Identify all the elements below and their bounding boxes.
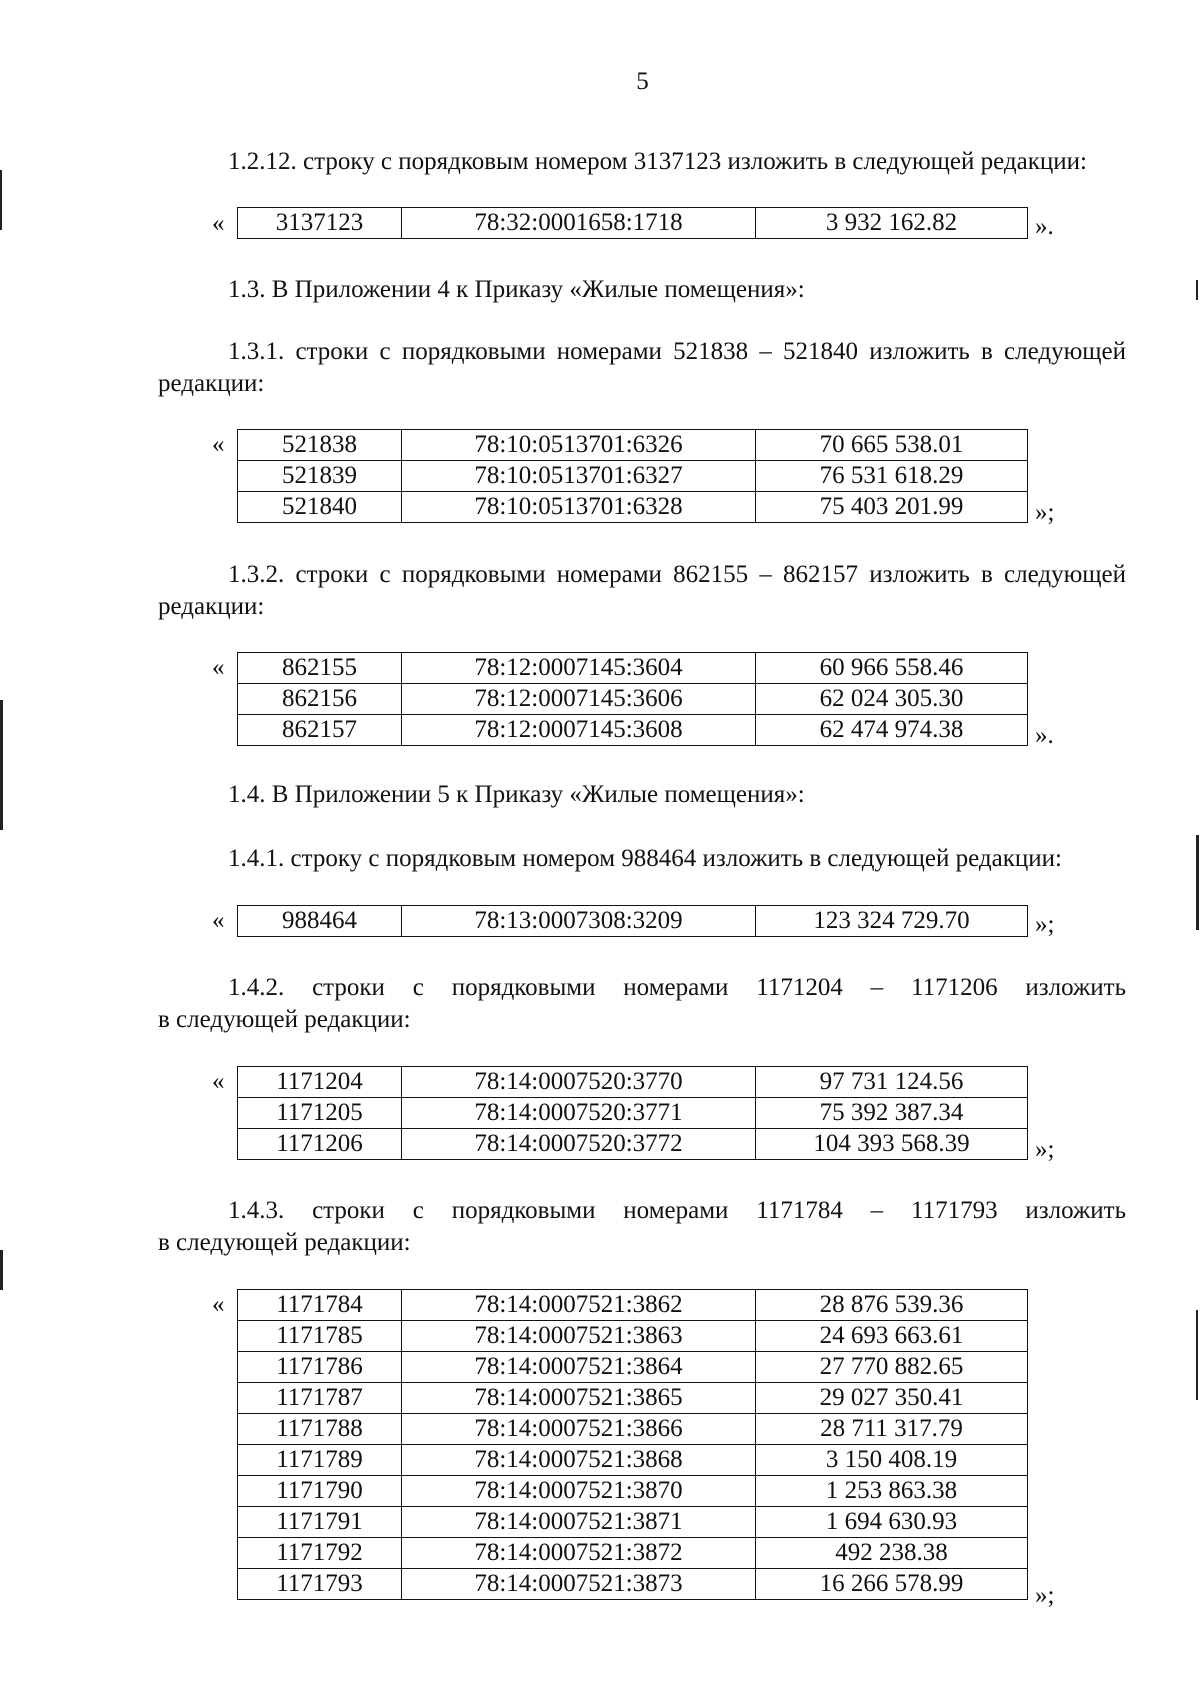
cell-cadastral: 78:14:0007521:3871 bbox=[402, 1507, 756, 1538]
paragraph-1-4-3-cont: в следующей редакции: bbox=[158, 1229, 411, 1256]
cell-cadastral: 78:14:0007521:3873 bbox=[402, 1569, 756, 1600]
table-row bbox=[238, 1538, 1028, 1569]
cell-number: 1171789 bbox=[238, 1445, 402, 1476]
cell-value: 76 531 618.29 bbox=[756, 461, 1028, 492]
close-quote: »; bbox=[1035, 1582, 1055, 1609]
table-1-4-2 bbox=[237, 1066, 1028, 1160]
cell-value: 1 253 863.38 bbox=[756, 1476, 1028, 1507]
paragraph-1-3-2-cont: редакции: bbox=[158, 593, 265, 620]
table-row bbox=[238, 430, 1028, 461]
table-row bbox=[238, 1507, 1028, 1538]
open-quote: « bbox=[212, 1068, 225, 1095]
scan-edge-mark bbox=[1196, 1310, 1198, 1400]
scan-edge-mark bbox=[0, 700, 3, 830]
cell-number: 1171788 bbox=[238, 1414, 402, 1445]
cell-cadastral: 78:14:0007520:3770 bbox=[402, 1067, 756, 1098]
cell-value: 1 694 630.93 bbox=[756, 1507, 1028, 1538]
table-row bbox=[238, 1067, 1028, 1098]
table-1-4-1 bbox=[237, 905, 1028, 937]
table-row bbox=[238, 208, 1028, 239]
cell-number: 862157 bbox=[238, 715, 402, 746]
table-row bbox=[238, 1290, 1028, 1321]
cell-cadastral: 78:14:0007521:3872 bbox=[402, 1538, 756, 1569]
cell-number: 862156 bbox=[238, 684, 402, 715]
table-row bbox=[238, 1383, 1028, 1414]
cell-cadastral: 78:10:0513701:6328 bbox=[402, 492, 756, 523]
page-number: 5 bbox=[636, 68, 649, 95]
cell-cadastral: 78:10:0513701:6327 bbox=[402, 461, 756, 492]
cell-cadastral: 78:14:0007521:3864 bbox=[402, 1352, 756, 1383]
cell-number: 1171787 bbox=[238, 1383, 402, 1414]
cell-value: 28 876 539.36 bbox=[756, 1290, 1028, 1321]
paragraph-1-3-2: 1.3.2. строки с порядковыми номерами 862155 – 862157 изложить в следующей bbox=[228, 561, 1126, 588]
table-1-2-12 bbox=[237, 207, 1028, 239]
cell-number: 1171204 bbox=[238, 1067, 402, 1098]
cell-number: 1171792 bbox=[238, 1538, 402, 1569]
table-row bbox=[238, 492, 1028, 523]
cell-cadastral: 78:13:0007308:3209 bbox=[402, 906, 756, 937]
paragraph-1-4-2: 1.4.2. строки с порядковыми номерами 1171204 – 1171206 изложить bbox=[228, 974, 1126, 1001]
cell-number: 1171786 bbox=[238, 1352, 402, 1383]
table-row bbox=[238, 1352, 1028, 1383]
cell-number: 1171205 bbox=[238, 1098, 402, 1129]
open-quote: « bbox=[212, 907, 225, 934]
cell-cadastral: 78:12:0007145:3604 bbox=[402, 653, 756, 684]
close-quote: »; bbox=[1035, 499, 1055, 526]
cell-cadastral: 78:14:0007521:3868 bbox=[402, 1445, 756, 1476]
paragraph-1-3-1: 1.3.1. строки с порядковыми номерами 521838 – 521840 изложить в следующей bbox=[228, 338, 1126, 365]
cell-value: 16 266 578.99 bbox=[756, 1569, 1028, 1600]
table-1-4-3 bbox=[237, 1289, 1028, 1600]
table-row bbox=[238, 461, 1028, 492]
cell-value: 60 966 558.46 bbox=[756, 653, 1028, 684]
cell-value: 62 474 974.38 bbox=[756, 715, 1028, 746]
table-row bbox=[238, 715, 1028, 746]
close-quote: ». bbox=[1035, 722, 1054, 749]
cell-value: 24 693 663.61 bbox=[756, 1321, 1028, 1352]
cell-cadastral: 78:14:0007521:3870 bbox=[402, 1476, 756, 1507]
cell-number: 521838 bbox=[238, 430, 402, 461]
cell-value: 29 027 350.41 bbox=[756, 1383, 1028, 1414]
scan-edge-mark bbox=[1196, 835, 1199, 930]
close-quote: »; bbox=[1035, 1136, 1055, 1163]
cell-number: 1171206 bbox=[238, 1129, 402, 1160]
table-row bbox=[238, 1445, 1028, 1476]
cell-value: 492 238.38 bbox=[756, 1538, 1028, 1569]
open-quote: « bbox=[212, 1291, 225, 1318]
cell-number: 1171793 bbox=[238, 1569, 402, 1600]
cell-value: 27 770 882.65 bbox=[756, 1352, 1028, 1383]
open-quote: « bbox=[212, 654, 225, 681]
cell-number: 3137123 bbox=[238, 208, 402, 239]
table-1-3-1 bbox=[237, 429, 1028, 523]
table-row bbox=[238, 1414, 1028, 1445]
table-row bbox=[238, 653, 1028, 684]
table-row bbox=[238, 1321, 1028, 1352]
cell-value: 123 324 729.70 bbox=[756, 906, 1028, 937]
open-quote: « bbox=[212, 431, 225, 458]
cell-value: 62 024 305.30 bbox=[756, 684, 1028, 715]
cell-value: 75 392 387.34 bbox=[756, 1098, 1028, 1129]
close-quote: »; bbox=[1035, 911, 1055, 938]
cell-value: 28 711 317.79 bbox=[756, 1414, 1028, 1445]
cell-cadastral: 78:14:0007521:3862 bbox=[402, 1290, 756, 1321]
table-row bbox=[238, 1098, 1028, 1129]
table-row bbox=[238, 1129, 1028, 1160]
cell-cadastral: 78:14:0007520:3772 bbox=[402, 1129, 756, 1160]
heading-1-3: 1.3. В Приложении 4 к Приказу «Жилые помещения»: bbox=[228, 276, 805, 303]
table-row bbox=[238, 906, 1028, 937]
close-quote: ». bbox=[1035, 213, 1054, 240]
heading-1-4: 1.4. В Приложении 5 к Приказу «Жилые помещения»: bbox=[228, 781, 805, 808]
cell-value: 75 403 201.99 bbox=[756, 492, 1028, 523]
cell-number: 521840 bbox=[238, 492, 402, 523]
cell-number: 988464 bbox=[238, 906, 402, 937]
paragraph-1-3-1-cont: редакции: bbox=[158, 370, 265, 397]
cell-number: 1171784 bbox=[238, 1290, 402, 1321]
scan-edge-mark bbox=[1196, 280, 1198, 300]
cell-cadastral: 78:14:0007520:3771 bbox=[402, 1098, 756, 1129]
table-1-3-2 bbox=[237, 652, 1028, 746]
cell-number: 521839 bbox=[238, 461, 402, 492]
cell-cadastral: 78:12:0007145:3606 bbox=[402, 684, 756, 715]
table-row bbox=[238, 684, 1028, 715]
cell-cadastral: 78:32:0001658:1718 bbox=[402, 208, 756, 239]
paragraph-1-4-1: 1.4.1. строку с порядковым номером 988464 изложить в следующей редакции: bbox=[228, 845, 1062, 872]
cell-value: 70 665 538.01 bbox=[756, 430, 1028, 461]
cell-value: 97 731 124.56 bbox=[756, 1067, 1028, 1098]
cell-value: 3 150 408.19 bbox=[756, 1445, 1028, 1476]
cell-value: 104 393 568.39 bbox=[756, 1129, 1028, 1160]
cell-value: 3 932 162.82 bbox=[756, 208, 1028, 239]
paragraph-1-2-12: 1.2.12. строку с порядковым номером 3137123 изложить в следующей редакции: bbox=[228, 148, 1087, 175]
cell-number: 1171791 bbox=[238, 1507, 402, 1538]
table-row bbox=[238, 1569, 1028, 1600]
scan-edge-mark bbox=[0, 170, 2, 230]
paragraph-1-4-2-cont: в следующей редакции: bbox=[158, 1006, 411, 1033]
scan-edge-mark bbox=[0, 1250, 3, 1290]
open-quote: « bbox=[212, 210, 225, 237]
cell-cadastral: 78:10:0513701:6326 bbox=[402, 430, 756, 461]
cell-number: 1171790 bbox=[238, 1476, 402, 1507]
paragraph-1-4-3: 1.4.3. строки с порядковыми номерами 1171784 – 1171793 изложить bbox=[228, 1197, 1126, 1224]
table-row bbox=[238, 1476, 1028, 1507]
cell-number: 1171785 bbox=[238, 1321, 402, 1352]
cell-cadastral: 78:14:0007521:3866 bbox=[402, 1414, 756, 1445]
cell-cadastral: 78:14:0007521:3865 bbox=[402, 1383, 756, 1414]
cell-cadastral: 78:14:0007521:3863 bbox=[402, 1321, 756, 1352]
cell-cadastral: 78:12:0007145:3608 bbox=[402, 715, 756, 746]
cell-number: 862155 bbox=[238, 653, 402, 684]
